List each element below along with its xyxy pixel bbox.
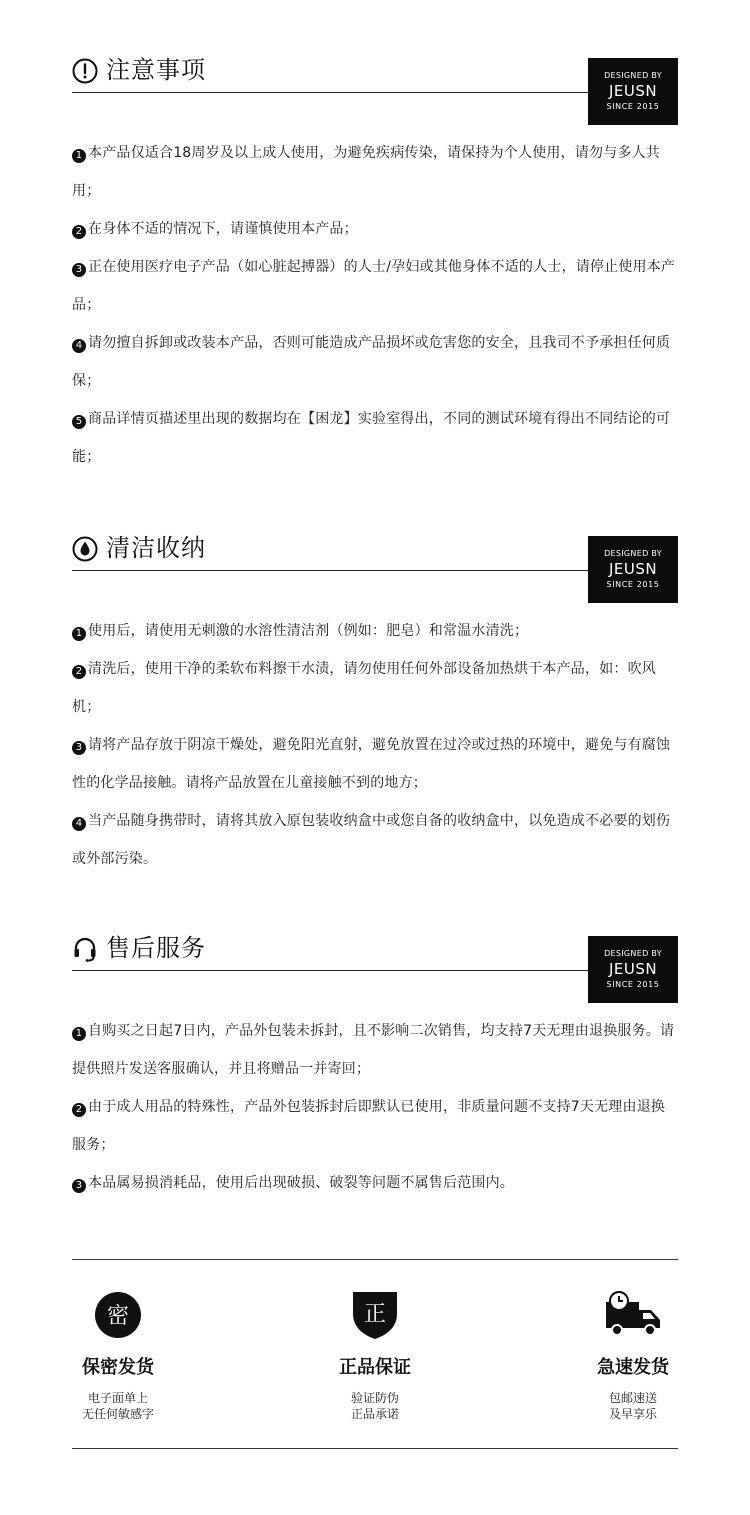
notice-list [72,134,678,476]
list-item [72,248,678,324]
features-bottom-divider [72,1448,678,1449]
shield-char: 正 [363,1302,387,1327]
list-item [72,134,678,210]
item-text: 请勿擅自拆卸或改装本产品，否则可能造成产品损坏或危害您的安全，且我司不予承担任何质保； [72,335,671,389]
designed-by-badge [588,936,678,1003]
list-item [72,400,678,476]
after-sales-section [72,936,678,1202]
badge-brand: JEUSN [608,82,658,100]
after-sales-list [72,1012,678,1202]
item-text: 请将产品存放于阴凉干燥处，避免阳光直射，避免放置在过冷或过热的环境中，避免与有腐蚀性的化学品接触。请将产品放置在儿童接触不到的地方； [72,737,671,791]
list-item [72,1088,678,1164]
feature-title: 急速发货 [597,1357,669,1378]
feature-genuine-guarantee [285,1290,465,1422]
designed-by-badge [588,536,678,603]
item-text: 当产品随身携带时，请将其放入原包装收纳盒中或您自备的收纳盒中，以免造成不必要的划伤或外部污染。 [72,813,671,867]
feature-sub-line2: 及早享乐 [608,1407,657,1421]
item-text: 正在使用医疗电子产品（如心脏起搏器）的人士/孕妇或其他身体不适的人士，请停止使用本产品； [72,259,676,313]
feature-sub-line2: 正品承诺 [350,1407,399,1421]
item-text: 在身体不适的情况下，请谨慎使用本产品； [88,221,358,237]
feature-sub-line1: 验证防伪 [350,1391,399,1405]
headset-icon [72,936,98,962]
number-badge: 1 [72,149,86,163]
item-text: 使用后，请使用无刺激的水溶性清洁剂（例如：肥皂）和常温水清洗； [88,623,529,639]
features-top-divider [72,1259,678,1260]
number-badge: 4 [72,339,86,353]
cleaning-list [72,612,678,878]
number-badge: 1 [72,1027,86,1041]
list-item [72,650,678,726]
number-badge: 4 [72,817,86,831]
feature-title: 正品保证 [339,1357,411,1378]
badge-line1: DESIGNED BY [604,71,662,80]
section-title: 注意事项 [106,56,206,84]
item-text: 自购买之日起7日内，产品外包装未拆封，且不影响二次销售，均支持7天无理由退换服务。请提供照片发送客服确认，并且将赠品一并寄回； [72,1023,675,1077]
feature-subtitle [543,1390,723,1422]
secret-seal-icon [88,1290,148,1340]
feature-secret-delivery [28,1290,208,1422]
section-title: 售后服务 [106,934,206,962]
number-badge: 2 [72,225,86,239]
list-item [72,612,678,650]
designed-by-badge [588,58,678,125]
list-item [72,802,678,878]
badge-line1: DESIGNED BY [604,949,662,958]
badge-line3: SINCE 2015 [606,980,660,989]
number-badge: 3 [72,741,86,755]
list-item [72,324,678,400]
cleaning-section [72,536,678,878]
badge-line3: SINCE 2015 [606,102,660,111]
item-text: 本品属易损消耗品，使用后出现破损、破裂等问题不属售后范围内。 [88,1175,514,1191]
section-title: 清洁收纳 [106,534,206,562]
feature-subtitle [285,1390,465,1422]
item-text: 商品详情页描述里出现的数据均在【困龙】实验室得出，不同的测试环境有得出不同结论的可能； [72,411,671,465]
seal-char: 密 [106,1304,130,1329]
section-header [72,58,678,124]
delivery-truck-icon [603,1290,663,1340]
number-badge: 2 [72,1103,86,1117]
list-item [72,210,678,248]
section-header [72,536,678,602]
number-badge: 3 [72,263,86,277]
list-item [72,726,678,802]
item-text: 由于成人用品的特殊性，产品外包装拆封后即默认已使用，非质量问题不支持7天无理由退换服务； [72,1099,666,1153]
feature-subtitle [28,1390,208,1422]
badge-brand: JEUSN [608,560,658,578]
feature-sub-line1: 包邮速送 [608,1391,657,1405]
section-divider [72,570,590,571]
exclamation-circle-icon [72,58,98,84]
list-item [72,1012,678,1088]
number-badge: 2 [72,665,86,679]
badge-brand: JEUSN [608,960,658,978]
list-item [72,1164,678,1202]
section-header [72,936,678,1002]
section-divider [72,92,590,93]
genuine-shield-icon [345,1290,405,1340]
feature-title: 保密发货 [82,1357,154,1378]
number-badge: 1 [72,627,86,641]
badge-line3: SINCE 2015 [606,580,660,589]
section-divider [72,970,590,971]
feature-fast-shipping [543,1290,723,1422]
badge-line1: DESIGNED BY [604,549,662,558]
notice-section [72,58,678,476]
item-text: 本产品仅适合18周岁及以上成人使用，为避免疾病传染，请保持为个人使用，请勿与多人共用； [72,145,661,199]
number-badge: 3 [72,1179,86,1193]
water-drop-icon [72,536,98,562]
feature-sub-line2: 无任何敏感字 [81,1407,154,1421]
item-text: 清洗后，使用干净的柔软布料擦干水渍，请勿使用任何外部设备加热烘干本产品，如：吹风机； [72,661,656,715]
number-badge: 5 [72,415,86,429]
feature-sub-line1: 电子面单上 [87,1391,148,1405]
